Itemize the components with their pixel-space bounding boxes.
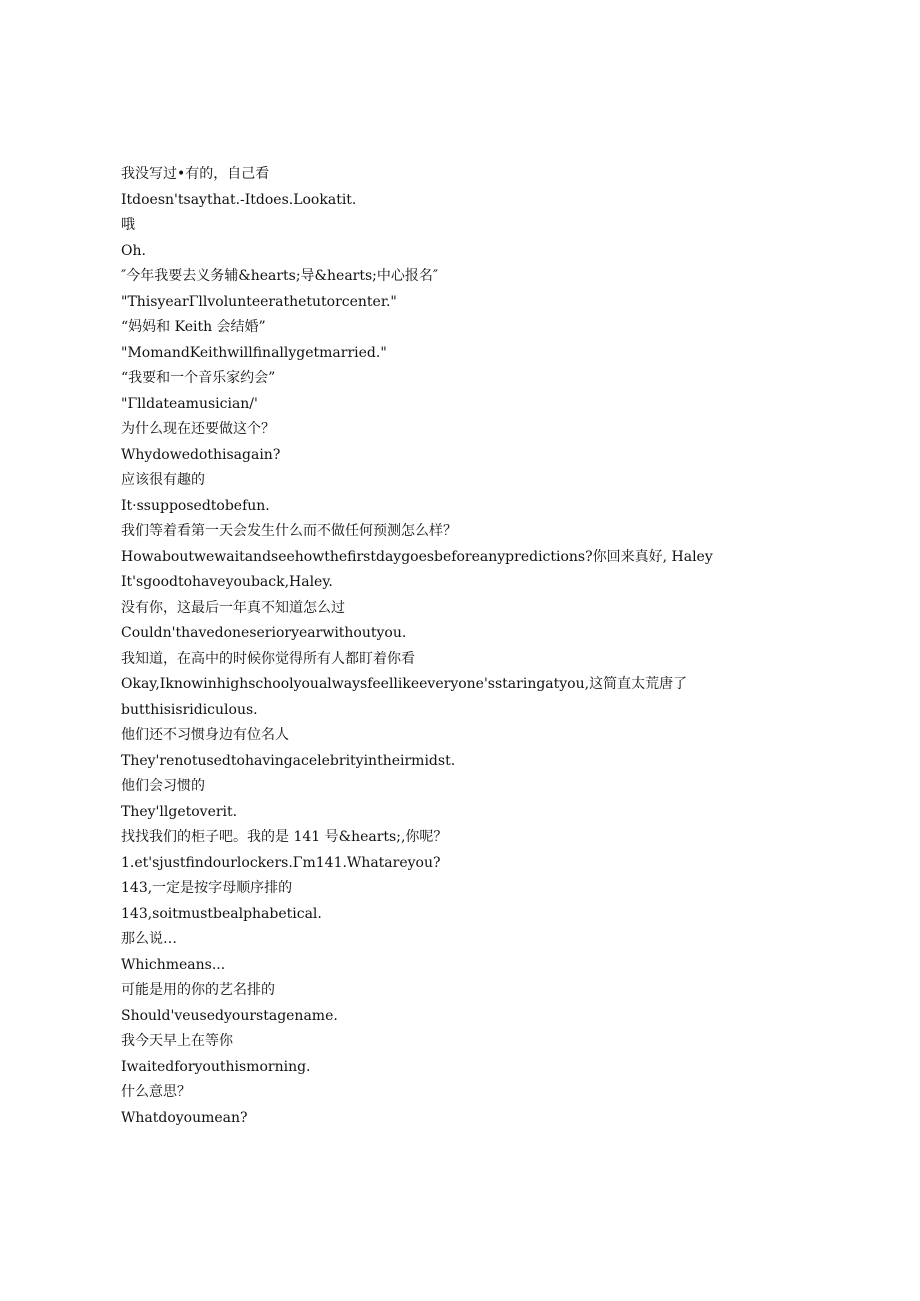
text-line: They'llgetoverit. [121,803,238,820]
text-line: 可能是用的你的艺名排的 [121,982,275,998]
text-line: "Γlldateamusician/' [121,395,258,412]
text-line: Couldn'thavedoneserioryearwithoutyou. [121,625,407,641]
text-line: Should'veusedyourstagename. [121,1007,338,1024]
text-line: 应该很有趣的 [121,472,205,488]
text-line: Howaboutwewaitandseehowthefirstdaygoesbeforeanypredictions?你回来真好, Haley [121,548,713,565]
text-line: 1.et'sjustfindourlockers.Γm141.Whatareyou? [121,854,441,871]
text-line: Okay,Iknowinhighschoolyoualwaysfeellikeeveryone'sstaringatyou,这简直太荒唐了 [121,676,688,692]
text-line: ″今年我要去义务辅&hearts;导&hearts;中心报名″ [121,268,439,284]
text-line: Whydowedothisagain? [121,446,281,463]
subtitle-text-block [121,162,821,1131]
text-line: They'renotusedtohavingacelebrityintheirmidst. [121,752,456,769]
text-line: 我今天早上在等你 [121,1033,233,1049]
text-line: Iwaitedforyouthismorning. [121,1058,311,1075]
text-line: 143,一定是按字母顺序排的 [121,880,293,896]
text-line: “妈妈和 Keith 会结婚” [121,319,266,335]
text-line: 哦 [121,217,135,233]
text-line: Whichmeans... [121,956,226,973]
text-line: 什么意思？ [121,1084,191,1100]
text-line: butthisisridiculous. [121,701,258,718]
text-line: Whatdoyoumean? [121,1109,248,1126]
text-line: 没有你，这最后一年真不知道怎么过 [121,599,345,616]
text-line: 为什么现在还要做这个？ [121,421,275,437]
text-line: Oh. [121,242,146,259]
text-line: 找找我们的柜子吧。我的是 141 号&hearts;,你呢？ [121,829,448,845]
text-line: It'sgoodtohaveyouback,Haley. [121,574,333,590]
text-line: 143,soitmustbealphabetical. [121,905,322,922]
text-line: 我们等着看第一天会发生什么而不做任何预测怎么样？ [121,523,457,539]
text-line: Itdoesn'tsaythat.-Itdoes.Lookatit. [121,191,357,208]
text-line: 他们会习惯的 [121,778,205,794]
text-line: It·ssupposedtobefun. [121,497,270,514]
text-line: "MomandKeithwillfinallygetmarried." [121,344,387,361]
text-line: 我没写过•有的，自己看 [121,166,270,182]
text-line: 我知道，在高中的时候你觉得所有人都盯着你看 [121,650,415,667]
text-line: "ThisyearΓllvolunteerathetutorcenter." [121,293,397,310]
text-line: “我要和一个音乐家约会” [121,370,276,386]
text-line: 他们还不习惯身边有位名人 [121,727,289,743]
text-line: 那么说… [121,931,177,947]
